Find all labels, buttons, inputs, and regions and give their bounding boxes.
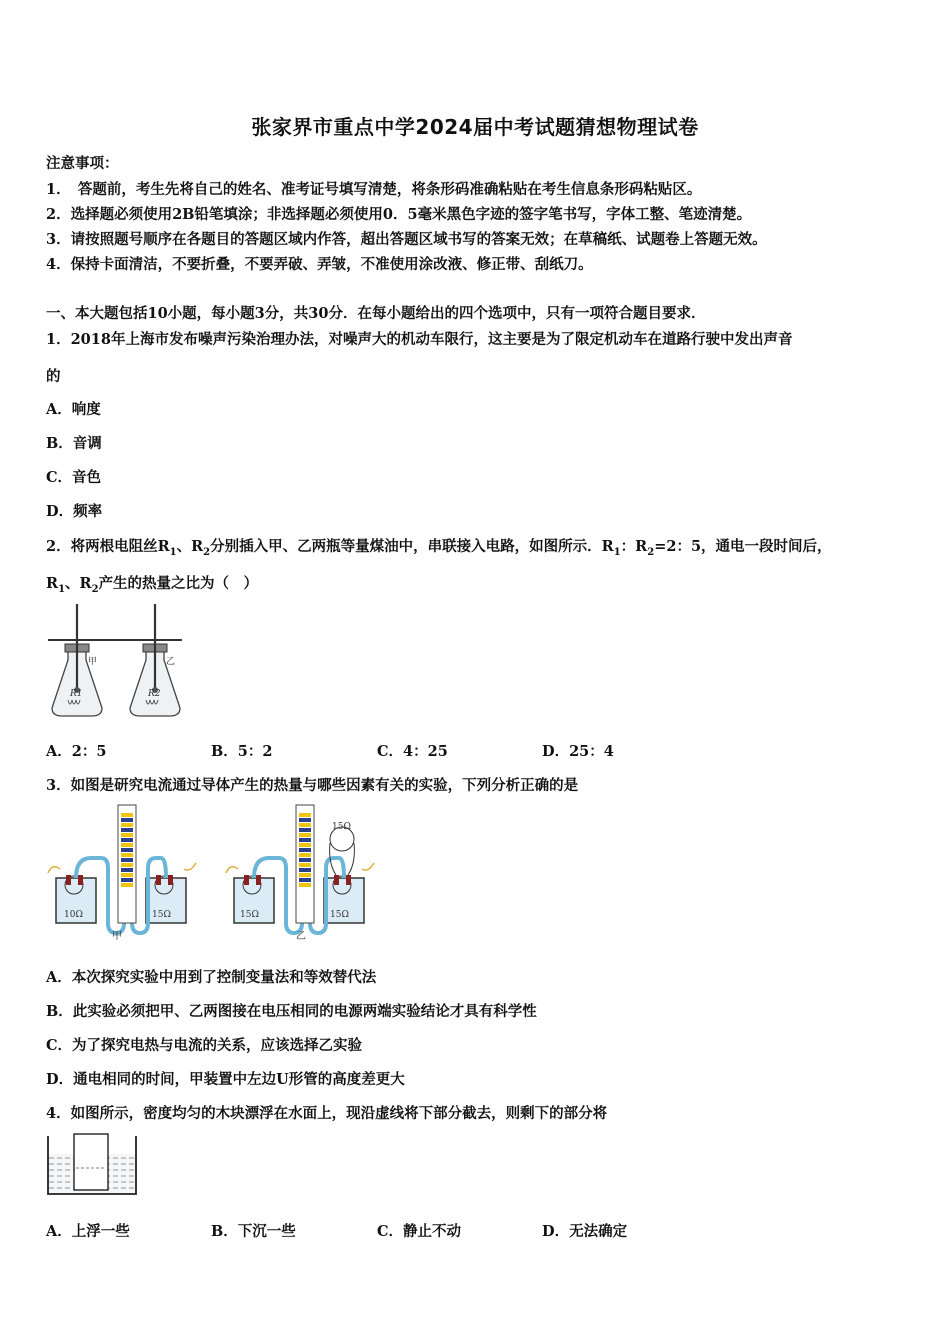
q4-option-d: D．无法确定 — [542, 1223, 628, 1240]
q3-option-d: D．通电相同的时间，甲装置中左边U形管的高度差更大 — [46, 1071, 405, 1088]
section-heading: 一、本大题包括10小题，每小题3分，共30分．在每小题给出的四个选项中，只有一项符合题目要求． — [46, 305, 706, 322]
note-item-2: 2．选择题必须使用2B铅笔填涂；非选择题必须使用0．5毫米黑色字迹的签字笔书写，字体工整、笔迹清楚。 — [46, 206, 752, 223]
q3-label-yi: 乙 — [296, 931, 306, 942]
q3-option-b: B．此实验必须把甲、乙两图接在电压相同的电源两端实验结论才具有科学性 — [46, 1003, 537, 1020]
q2-label-r2: R2 — [148, 689, 161, 699]
q1-option-c: C．音色 — [46, 469, 102, 486]
note-item-1: 1． 答题前，考生先将自己的姓名、准考证号填写清楚，将条形码准确粘贴在考生信息条形码粘贴区。 — [46, 181, 702, 198]
q4-stem: 4．如图所示，密度均匀的木块漂浮在水面上，现沿虚线将下部分截去，则剩下的部分将 — [46, 1105, 608, 1122]
q3-stem: 3．如图是研究电流通过导体产生的热量与哪些因素有关的实验，下列分析正确的是 — [46, 777, 579, 794]
q2-stem-line2: $R_1$、$R_2$产生的热量之比为（ ） — [46, 575, 259, 595]
q1-stem-line1: 1．2018年上海市发布噪声污染治理办法，对噪声大的机动车限行，这主要是为了限定机动车在道路行驶中发出声音 — [46, 331, 793, 348]
note-item-3: 3．请按照题号顺序在各题目的答题区域内作答，超出答题区域书写的答案无效；在草稿纸、试题卷上答题无效。 — [46, 231, 767, 248]
q1-option-a: A．响度 — [46, 401, 101, 418]
q1-stem-line2: 的 — [46, 368, 61, 385]
q3-experiment-figure — [46, 803, 376, 943]
q2-label-jia: 甲 — [88, 657, 98, 667]
q2-label-yi: 乙 — [166, 657, 176, 667]
q4-floating-block-figure — [46, 1132, 138, 1198]
q3-label-10ohm: 10Ω — [64, 910, 83, 920]
q2-label-r1: R1 — [70, 689, 83, 699]
q3-label-jia: 甲 — [112, 931, 122, 942]
q3-label-15ohm-c: 15Ω — [330, 910, 349, 920]
q2-option-c: C．4：25 — [377, 743, 448, 760]
note-item-4: 4．保持卡面清洁，不要折叠，不要弄破、弄皱，不准使用涂改液、修正带、刮纸刀。 — [46, 256, 593, 273]
q4-option-a: A．上浮一些 — [46, 1223, 130, 1240]
q3-option-a: A．本次探究实验中用到了控制变量法和等效替代法 — [46, 969, 377, 986]
notes-heading: 注意事项： — [46, 155, 119, 172]
q2-stem-line1: 2．将两根电阻丝$R_1$、$R_2$分别插入甲、乙两瓶等量煤油中，串联接入电路，如图所示．$R_1$：$R_2=2$：5，通电一段时间后， — [46, 538, 832, 558]
page-title: 张家界市重点中学2024届中考试题猜想物理试卷 — [251, 115, 699, 139]
q2-option-b: B．5：2 — [211, 743, 273, 760]
q3-label-15ohm-b: 15Ω — [240, 910, 259, 920]
q1-option-b: B．音调 — [46, 435, 102, 452]
q3-label-15ohm-a: 15Ω — [152, 910, 171, 920]
q4-option-c: C．静止不动 — [377, 1223, 462, 1240]
q2-option-d: D．25：4 — [542, 743, 614, 760]
q2-flask-figure — [46, 600, 186, 720]
q2-option-a: A．2：5 — [46, 743, 107, 760]
q4-option-b: B．下沉一些 — [211, 1223, 296, 1240]
q3-label-15ohm-top: 15Ω — [332, 822, 351, 832]
q1-option-d: D．频率 — [46, 503, 103, 520]
q3-option-c: C．为了探究电热与电流的关系，应该选择乙实验 — [46, 1037, 363, 1054]
